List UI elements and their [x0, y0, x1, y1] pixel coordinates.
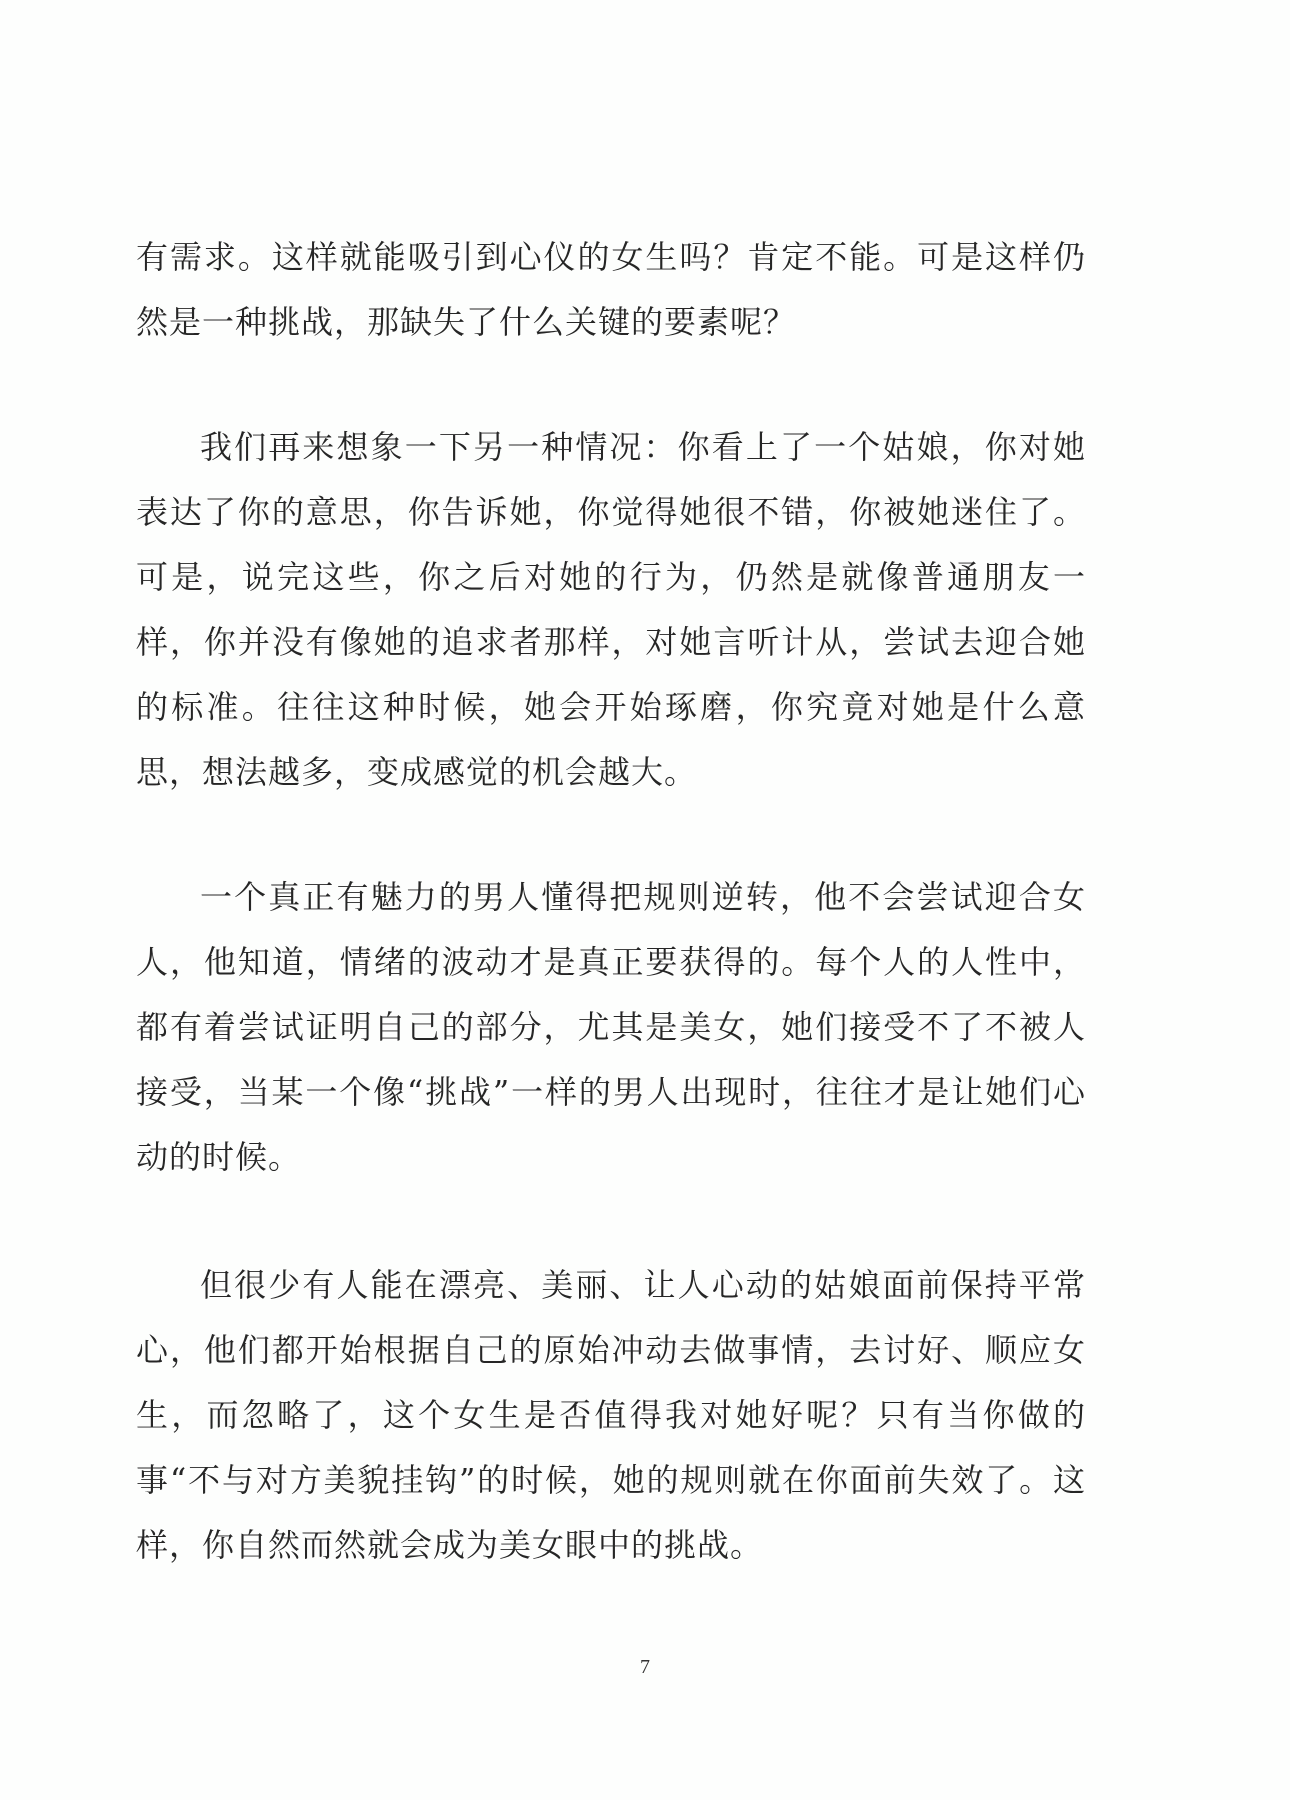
- paragraph: 我们再来想象一下另一种情况：你看上了一个姑娘，你对她表达了你的意思，你告诉她，你觉得她很不错，你被她迷住了。可是，说完这些，你之后对她的行为，仍然是就像普通朋友一样，你并没有像她的追求者那样，对她言听计从，尝试去迎合她的标准。往往这种时候，她会开始琢磨，你究竟对她是什么意思，想法越多，变成感觉的机会越大。: [136, 428, 1086, 791]
- paragraph: 一个真正有魅力的男人懂得把规则逆转，他不会尝试迎合女人，他知道，情绪的波动才是真正要获得的。每个人的人性中，都有着尝试证明自己的部分，尤其是美女，她们接受不了不被人接受，当某一个像“挑战”一样的男人出现时，往往才是让她们心动的时候。: [136, 878, 1086, 1176]
- page-number: 7: [640, 1656, 650, 1678]
- paragraph-continuation: 有需求。这样就能吸引到心仪的女生吗？肯定不能。可是这样仍然是一种挑战，那缺失了什么关键的要素呢？: [136, 238, 1086, 341]
- paragraph: 但很少有人能在漂亮、美丽、让人心动的姑娘面前保持平常心，他们都开始根据自己的原始冲动去做事情，去讨好、顺应女生，而忽略了，这个女生是否值得我对她好呢？只有当你做的事“不与对方美貌挂钩”的时候，她的规则就在你面前失效了。这样，你自然而然就会成为美女眼中的挑战。: [136, 1266, 1086, 1564]
